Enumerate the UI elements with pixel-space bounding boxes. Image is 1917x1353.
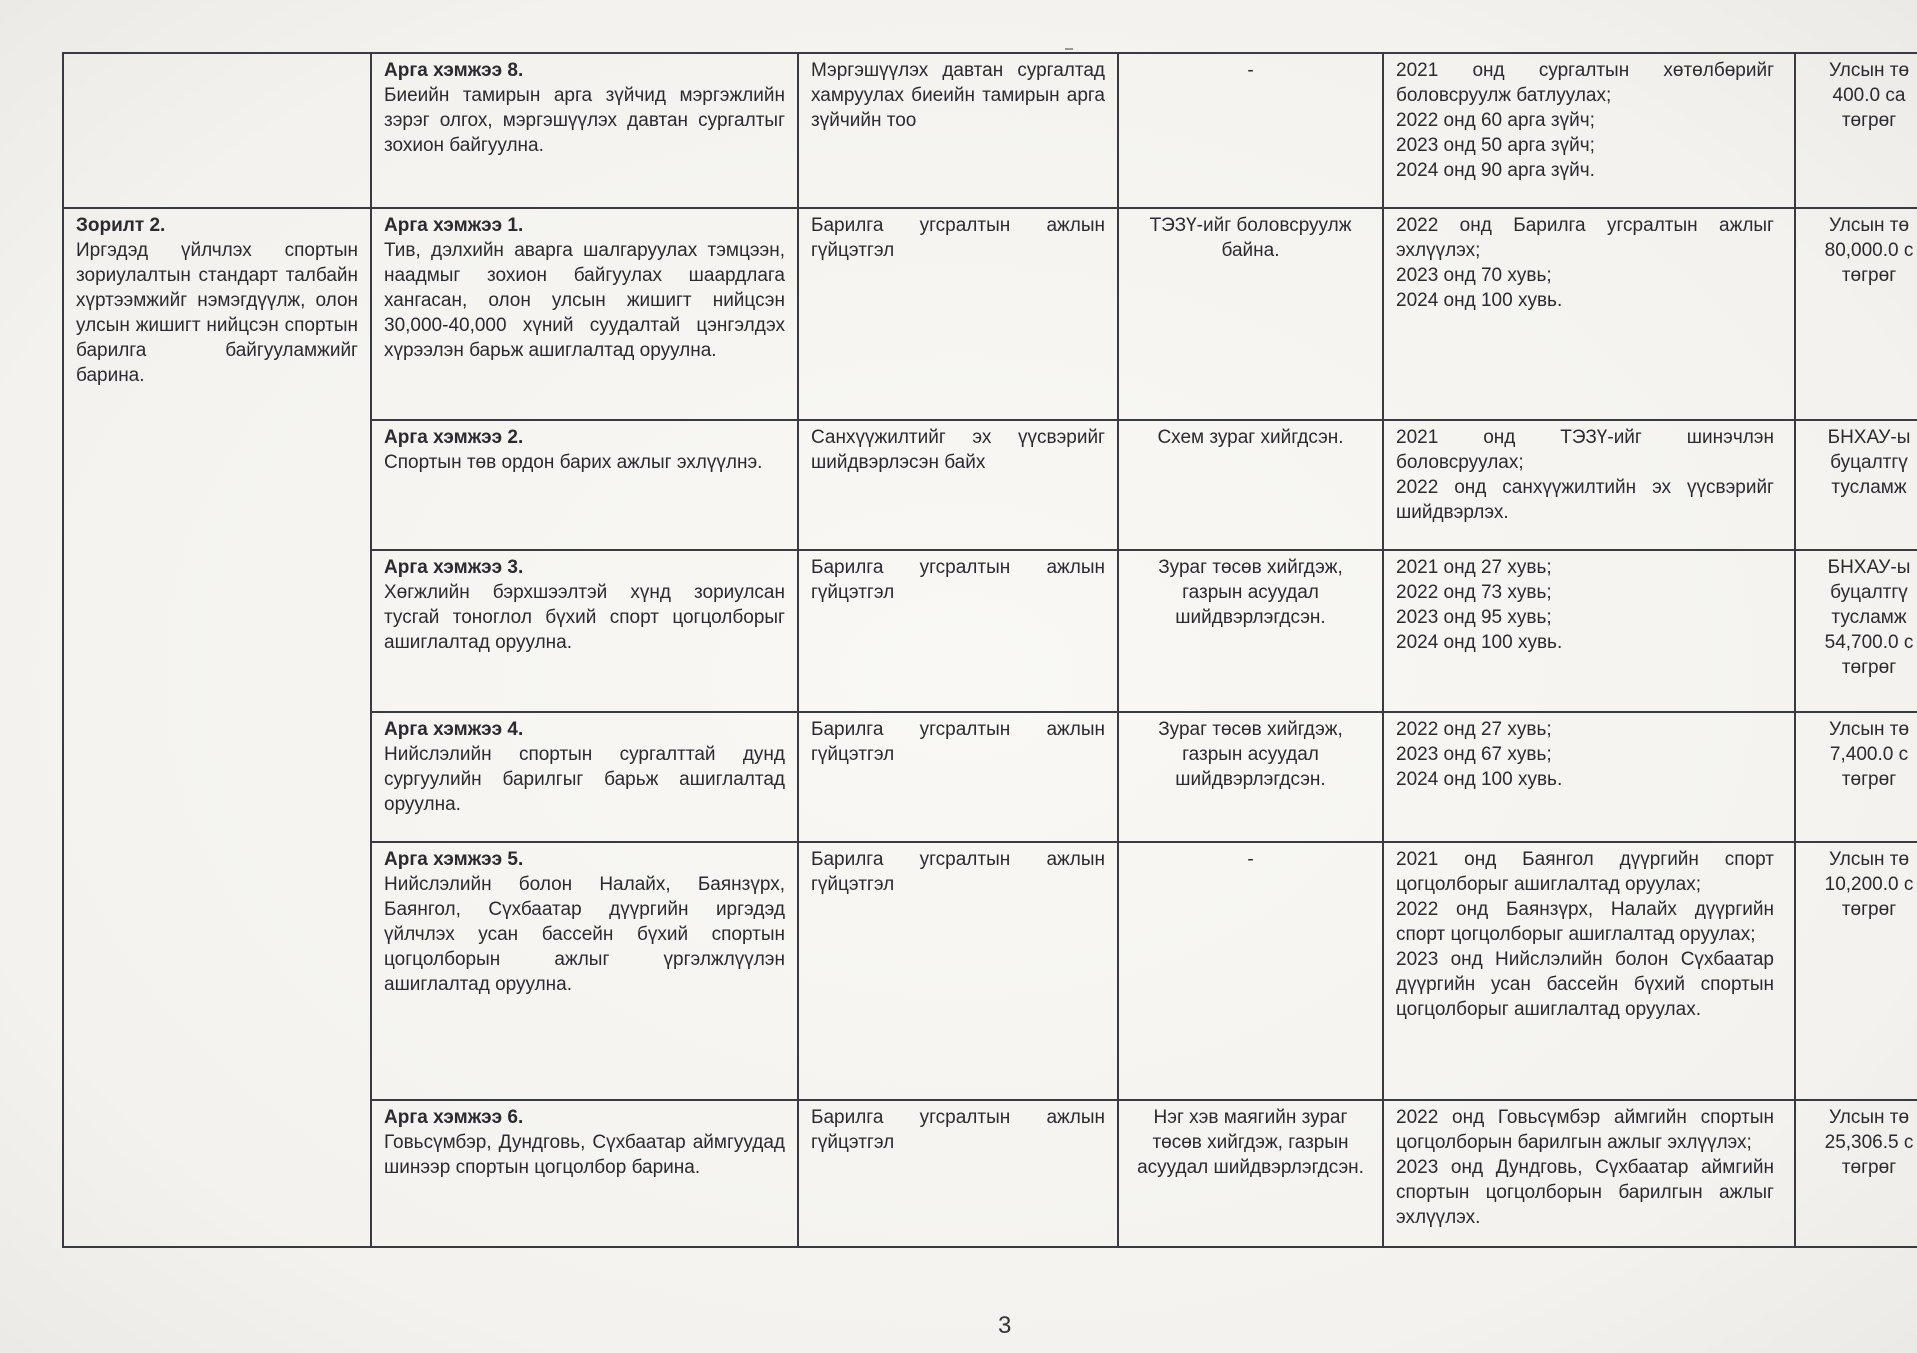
- funding-line: тусламж: [1831, 607, 1907, 628]
- funding-cell: [1795, 550, 1917, 712]
- target-line: 2022 онд санхүүжилтийн эх үүсвэрийг шийдвэрлэх.: [1396, 477, 1774, 523]
- measure-text: Нийслэлийн болон Налайх, Баянзүрх, Баянгол, Сүхбаатар дүүргийн иргэдэд үйлчлэх усан бассейн бүхий спортын цогцолборын ажлыг үргэлжлүүлэн ашиглалтад оруулна.: [384, 874, 785, 995]
- funding-line: төгрөг: [1841, 1157, 1897, 1178]
- measure-title: Арга хэмжээ 6.: [384, 1107, 524, 1128]
- baseline-cell: -: [1118, 53, 1383, 208]
- target-line: 2024 онд 100 хувь.: [1396, 632, 1563, 653]
- target-line: 2024 онд 100 хувь.: [1396, 769, 1563, 790]
- funding-line: төгрөг: [1841, 265, 1897, 286]
- target-line: 2021 онд 27 хувь;: [1396, 557, 1552, 578]
- measure-title: Арга хэмжээ 5.: [384, 849, 524, 870]
- funding-line: тусламж: [1831, 477, 1907, 498]
- measure-title: Арга хэмжээ 1.: [384, 215, 524, 236]
- page-number: 3: [998, 1312, 1012, 1339]
- measure-cell: [371, 208, 798, 420]
- targets-cell: [1383, 550, 1795, 712]
- measure-text: Спортын төв ордон барих ажлыг эхлүүлнэ.: [384, 452, 763, 473]
- targets-cell: [1383, 208, 1795, 420]
- measure-text: Хөгжлийн бэрхшээлтэй хүнд зориулсан тусгай тоноглол бүхий спорт цогцолборыг ашиглалтад оруулна.: [384, 582, 785, 653]
- funding-line: 80,000.0 с: [1824, 240, 1914, 261]
- funding-line: буцалтгү: [1830, 582, 1908, 603]
- target-line: 2024 онд 90 арга зүйч.: [1396, 160, 1595, 181]
- indicator-cell: Барилга угсралтын ажлын гүйцэтгэл: [798, 208, 1118, 420]
- targets-cell: [1383, 1100, 1795, 1247]
- indicator-cell: Барилга угсралтын ажлын гүйцэтгэл: [798, 550, 1118, 712]
- funding-line: 7,400.0 с: [1829, 744, 1909, 765]
- baseline-cell: ТЭЗҮ-ийг боловсруулж байна.: [1118, 208, 1383, 420]
- targets-cell: [1383, 53, 1795, 208]
- funding-line: Улсын тө: [1828, 719, 1910, 740]
- target-line: 2022 онд 73 хувь;: [1396, 582, 1552, 603]
- measure-cell: [371, 53, 798, 208]
- target-line: 2022 онд Барилга угсралтын ажлыг эхлүүлэх;: [1396, 215, 1774, 261]
- measure-cell: [371, 1100, 798, 1247]
- measure-cell: [371, 842, 798, 1100]
- funding-line: Улсын тө: [1828, 1107, 1910, 1128]
- baseline-cell: Схем зураг хийгдсэн.: [1118, 420, 1383, 550]
- objective-text: Иргэдэд үйлчлэх спортын зориулалтын стандарт талбайн хүртээмжийг нэмэгдүүлж, олон улсын жишигт нийцсэн спортын барилга байгууламжийг барина.: [76, 240, 358, 386]
- target-line: 2023 онд 50 арга зүйч;: [1396, 135, 1595, 156]
- funding-line: 25,306.5 с: [1824, 1132, 1914, 1153]
- funding-line: Улсын тө: [1828, 60, 1910, 81]
- indicator-cell: Мэргэшүүлэх давтан сургалтад хамруулах биеийн тамирын арга зүйчийн тоо: [798, 53, 1118, 208]
- scan-speck: [1065, 48, 1073, 50]
- funding-line: төгрөг: [1841, 657, 1897, 678]
- action-plan-table: [62, 52, 1917, 1248]
- table-row: [63, 53, 1917, 208]
- target-line: 2023 онд 95 хувь;: [1396, 607, 1552, 628]
- target-line: 2023 онд 67 хувь;: [1396, 744, 1552, 765]
- target-line: 2022 онд 60 арга зүйч;: [1396, 110, 1595, 131]
- target-line: 2023 онд Нийслэлийн болон Сүхбаатар дүүргийн усан бассейн бүхий спортын цогцолборыг ашиглалтад оруулах.: [1396, 949, 1774, 1020]
- measure-text: Биеийн тамирын арга зүйчид мэргэжлийн зэрэг олгох, мэргэшүүлэх давтан сургалтыг зохион байгуулна.: [384, 85, 785, 156]
- funding-line: буцалтгү: [1830, 452, 1908, 473]
- target-line: 2023 онд 70 хувь;: [1396, 265, 1552, 286]
- baseline-cell: Зураг төсөв хийгдэж, газрын асуудал шийдвэрлэгдсэн.: [1118, 712, 1383, 842]
- target-line: 2022 онд Говьсүмбэр аймгийн спортын цогцолборын барилгын ажлыг эхлүүлэх;: [1396, 1107, 1774, 1153]
- funding-cell: [1795, 208, 1917, 420]
- funding-line: Улсын тө: [1828, 849, 1910, 870]
- baseline-cell: Зураг төсөв хийгдэж, газрын асуудал шийдвэрлэгдсэн.: [1118, 550, 1383, 712]
- measure-title: Арга хэмжээ 3.: [384, 557, 524, 578]
- funding-cell: [1795, 842, 1917, 1100]
- funding-line: БНХАУ-ы: [1827, 427, 1911, 448]
- funding-line: 10,200.0 с: [1824, 874, 1914, 895]
- measure-title: Арга хэмжээ 4.: [384, 719, 524, 740]
- table-row: [63, 208, 1917, 420]
- funding-cell: [1795, 712, 1917, 842]
- baseline-cell: Нэг хэв маягийн зураг төсөв хийгдэж, газрын асуудал шийдвэрлэгдсэн.: [1118, 1100, 1383, 1247]
- funding-line: Улсын тө: [1828, 215, 1910, 236]
- indicator-cell: Барилга угсралтын ажлын гүйцэтгэл: [798, 1100, 1118, 1247]
- indicator-cell: Барилга угсралтын ажлын гүйцэтгэл: [798, 842, 1118, 1100]
- measure-cell: [371, 420, 798, 550]
- measure-cell: [371, 550, 798, 712]
- target-line: 2021 онд Баянгол дүүргийн спорт цогцолборыг ашиглалтад оруулах;: [1396, 849, 1774, 895]
- funding-cell: [1795, 53, 1917, 208]
- funding-line: төгрөг: [1841, 769, 1897, 790]
- funding-line: 54,700.0 с: [1824, 632, 1914, 653]
- funding-cell: [1795, 420, 1917, 550]
- funding-line: БНХАУ-ы: [1827, 557, 1911, 578]
- measure-text: Тив, дэлхийн аварга шалгаруулах тэмцээн, наадмыг зохион байгуулах шаардлага хангасан, олон улсын жишигт нийцсэн 30,000-40,000 хүний суудалтай цэнгэлдэх хүрээлэн барьж ашиглалтад оруулна.: [384, 240, 785, 361]
- measure-title: Арга хэмжээ 2.: [384, 427, 524, 448]
- measure-text: Говьсүмбэр, Дундговь, Сүхбаатар аймгуудад шинээр спортын цогцолбор барина.: [384, 1132, 785, 1178]
- objective-cell: [63, 208, 371, 1247]
- indicator-cell: Санхүүжилтийг эх үүсвэрийг шийдвэрлэсэн байх: [798, 420, 1118, 550]
- target-line: 2021 онд сургалтын хөтөлбөрийг боловсруулж батлуулах;: [1396, 60, 1774, 106]
- measure-title: Арга хэмжээ 8.: [384, 60, 524, 81]
- target-line: 2021 онд ТЭЗҮ-ийг шинэчлэн боловсруулах;: [1396, 427, 1774, 473]
- funding-line: 400.0 са: [1832, 85, 1906, 106]
- target-line: 2022 онд 27 хувь;: [1396, 719, 1552, 740]
- targets-cell: [1383, 712, 1795, 842]
- indicator-cell: Барилга угсралтын ажлын гүйцэтгэл: [798, 712, 1118, 842]
- target-line: 2024 онд 100 хувь.: [1396, 290, 1563, 311]
- measure-text: Нийслэлийн спортын сургалттай дунд сургуулийн барилгыг барьж ашиглалтад оруулна.: [384, 744, 785, 815]
- funding-line: төгрөг: [1841, 899, 1897, 920]
- measure-cell: [371, 712, 798, 842]
- funding-line: төгрөг: [1841, 110, 1897, 131]
- objective-title: Зорилт 2.: [76, 215, 166, 236]
- objective-cell-empty: [63, 53, 371, 208]
- target-line: 2022 онд Баянзүрх, Налайх дүүргийн спорт цогцолборыг ашиглалтад оруулах;: [1396, 899, 1774, 945]
- baseline-cell: -: [1118, 842, 1383, 1100]
- funding-cell: [1795, 1100, 1917, 1247]
- targets-cell: [1383, 420, 1795, 550]
- target-line: 2023 онд Дундговь, Сүхбаатар аймгийн спортын цогцолборын барилгын ажлыг эхлүүлэх.: [1396, 1157, 1774, 1228]
- targets-cell: [1383, 842, 1795, 1100]
